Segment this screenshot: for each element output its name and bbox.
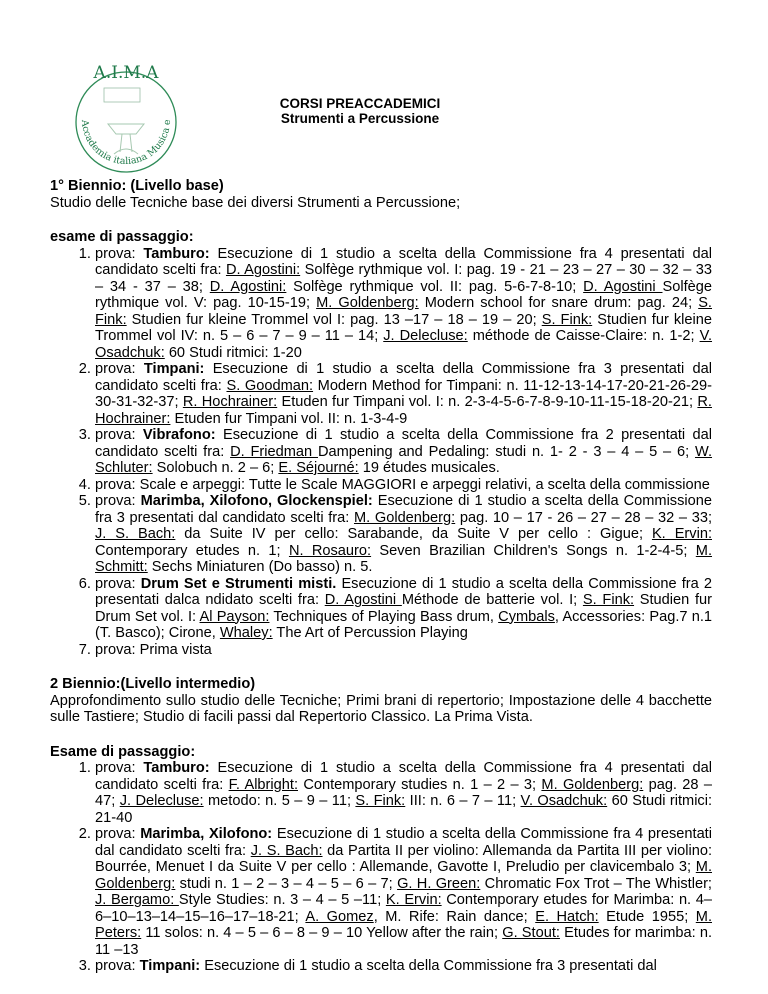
exam-item [95,642,712,659]
author-reference: K. Ervin: [651,526,712,542]
exam-item [95,760,712,826]
item-text: prova: [95,958,140,974]
author-reference: G. H. Green: [397,875,481,892]
item-text: , Accessories: Pag.7 n.1 (T. Basco); Cirone, [95,608,712,641]
item-text: Solfège rythmique vol. V: pag. 10-15-19; [95,278,712,311]
section-biennio-2 [50,676,712,975]
author-reference: K. Ervin: [385,892,442,908]
item-text: Etudes for marimba: n. 11 –13 [95,925,712,958]
instrument-name: Timpani: [143,361,205,377]
author-reference: S. Fink: [582,592,635,608]
exam-heading: esame di passaggio: [50,229,194,245]
instrument-name: Marimba, Xilofono: [140,826,273,842]
author-reference: J. S. Bach: [250,842,323,859]
exam-item [95,427,712,477]
item-text: metodo: n. 5 – 9 – 11; [203,793,356,809]
item-text: Etude 1955; [598,908,696,925]
author-reference: R. Hochrainer: [95,394,712,427]
item-text: pag. 28 – 47; [95,776,712,809]
item-text: Esecuzione di 1 studio a scelta della Commissione fra 4 presentati dal candidato scelti fra: [95,245,712,278]
item-text: Etuden fur Timpani vol. I: n. 2-3-4-5-6-7-8-9-10-11-15-18-20-21; [277,394,698,410]
item-text: Contemporary etudes for Marimba: n. 4–6–10–13–14–15–16–17–18-21; [95,892,712,925]
item-text: prova: [95,826,141,842]
author-reference: M. Peters: [95,908,712,941]
author-reference: D. Agostini: [225,262,301,278]
author-reference: M. Schmitt: [95,542,713,575]
item-text: prova: [95,427,143,443]
author-reference: M. Goldenberg: [541,776,644,793]
author-reference: E. Hatch: [535,908,599,925]
exam-item [95,493,712,576]
author-reference: S. Fink: [95,295,712,328]
author-reference: J. S. Bach: [95,526,176,542]
author-reference: N. Rosauro: [288,542,372,559]
item-text: Chromatic Fox Trot – The Whistler; [480,875,712,892]
item-text: 19 études musicales. [358,460,500,476]
exam-item [95,826,712,958]
item-text: Contemporary etudes n. 1; [95,542,289,559]
author-reference: Whaley: [219,625,273,641]
item-text: Méthode de batterie vol. I; [401,592,583,608]
item-text: prova: [95,361,144,377]
author-reference: W. Schluter: [95,443,713,476]
item-text: , M. Rife: Rain dance; [373,908,536,925]
section-intro: Studio delle Tecniche base dei diversi Strumenti a Percussione; [50,194,461,211]
exam-list [50,760,712,975]
item-text: da Suite IV per cello: Sarabande, da Suite V per cello : Gigue; [175,526,652,542]
author-reference: S. Goodman: [226,377,314,394]
author-reference: Al Payson: [199,608,270,625]
item-text: Esecuzione di 1 studio a scelta della Commissione fra 3 presentati dal candidato scelti fra: [95,361,712,394]
item-text: 11 solos: n. 4 – 5 – 6 – 8 – 9 – 10 Yellow after the rain; [141,925,503,941]
item-text: da Partita II per violino: Allemanda da Partita III per violino: Bourrée, Menuet I da Suite V per cello : Allemande, Gavotte I, Preludio per clavicembalo 3; [95,842,713,875]
item-text: The Art of Percussion Playing [272,625,468,641]
author-reference: D. Agostini [324,592,402,608]
item-text: Seven Brazilian Children's Songs n. 1-2-4-5; [371,542,696,559]
author-reference: M. Goldenberg: [95,859,712,892]
author-reference: J. Delecluse: [119,793,204,809]
item-text: Solfège rythmique vol. I: pag. 19 - 21 – 23 – 27 – 30 – 32 – 33 – 34 - 37 – 38; [95,262,712,295]
item-text: prova: [95,245,144,262]
item-text: Contemporary studies n. 1 – 2 – 3; [298,776,542,793]
exam-heading: Esame di passaggio: [50,743,196,760]
instrument-name: Marimba, Xilofono, Glockenspiel: [140,493,373,509]
item-text: 60 Studi ritmici: 21-40 [95,793,713,826]
item-text: III: n. 6 – 7 – 11; [405,793,521,809]
author-reference: D. Friedman [230,443,318,460]
item-text: Modern school for snare drum: pag. 24; [418,295,699,311]
item-text: Esecuzione di 1 studio a scelta della Commissione fra 3 presentati dal candidato scelti fra: [95,493,712,526]
item-text: Studien fur kleine Trommel vol IV: n. 5 – 6 – 7 – 9 – 11 – 14; [95,311,712,344]
item-text: studi n. 1 – 2 – 3 – 4 – 5 – 6 – 7; [175,875,398,892]
exam-item [95,477,712,494]
item-text: prova: [95,493,141,509]
instrument-name: Tamburo: [143,760,210,776]
author-reference: S. Fink: [541,311,593,328]
exam-item [95,361,712,427]
author-reference: A. Gomez [305,908,374,925]
item-text: prova: [95,575,141,592]
exam-list [50,246,712,659]
item-text: Studien fur Drum Set vol. I: [95,592,712,625]
exam-item [95,246,712,362]
item-text: Esecuzione di 1 studio a scelta della Commissione fra 4 presentati dal candidato scelti fra: [95,760,712,793]
author-reference: E. Séjourné: [278,460,359,476]
author-reference: M. Goldenberg: [353,509,456,526]
author-reference: D. Agostini [583,278,663,295]
item-text: Esecuzione di 1 studio a scelta della Commissione fra 4 presentati dal candidato scelti fra: [95,826,712,859]
item-text: Etuden fur Timpani vol. II: n. 1-3-4-9 [170,410,408,427]
item-text: Esecuzione di 1 studio a scelta della Commissione fra 2 presentati dalca ndidato scelti fra: [95,575,712,608]
author-reference: M. Goldenberg: [316,295,419,311]
exam-item [95,576,712,642]
section-biennio-1 [50,178,712,658]
item-text: prova: [95,760,144,776]
section-heading: 1° Biennio: (Livello base) [50,178,224,194]
title-sub: Strumenti a Percussione [280,111,440,126]
item-text: Studien fur kleine Trommel vol I: pag. 13 –17 – 18 – 19 – 20; [126,311,542,328]
document-title [0,96,768,126]
instrument-name: Tamburo: [143,245,210,262]
item-text: Sechs Miniaturen (Do basso) n. 5. [147,559,373,575]
item-text: méthode de Caisse-Claire: n. 1-2; [467,328,700,344]
instrument-name: Vibrafono: [142,427,216,443]
item-text: Esecuzione di 1 studio a scelta della Commissione fra 3 presentati dal [200,958,657,974]
author-reference: F. Albright: [228,776,298,793]
item-text: Techniques of Playing Bass drum, [269,608,499,625]
item-text: prova: Scale e arpeggi: Tutte le Scale MAGGIORI e arpeggi relativi, a scelta della commissione [95,476,710,493]
author-reference: J. Bergamo: [95,892,179,908]
exam-item [95,958,712,975]
item-text: Style Studies: n. 3 – 4 – 5 –11; [178,892,386,908]
section-heading: 2 Biennio:(Livello intermedio) [50,676,256,692]
item-text: prova: Prima vista [95,641,212,658]
author-reference: G. Stout: [502,925,560,941]
item-text: Esecuzione di 1 studio a scelta della Commissione fra 2 presentati dal candidato scelti fra: [95,427,712,460]
author-reference: S. Fink: [355,793,406,809]
item-text: 60 Studi ritmici: 1-20 [164,344,302,361]
author-reference: V. Osadchuk: [520,793,608,809]
instrument-name: Timpani: [139,958,201,974]
item-text: Solfège rythmique vol. II: pag. 5-6-7-8-10; [286,278,584,295]
author-reference: Cymbals [498,608,555,625]
svg-text:A.I.M.A: A.I.M.A [93,63,159,83]
section-intro: Approfondimento sullo studio delle Tecniche; Primi brani di repertorio; Impostazione delle 4 bacchette sulle Tastiere; Studio di facili passi dal Repertorio Classico. La Prima Vista. [50,692,712,725]
author-reference: V. Osadchuk: [95,328,713,361]
item-text: pag. 10 – 17 - 26 – 27 – 28 – 32 – 33; [455,509,712,526]
svg-text:Accademia italiana Musica e Ar: Accademia italiana Musica e [78,119,174,168]
author-reference: R. Hochrainer: [182,394,278,410]
title-main: CORSI PREACCADEMICI [279,96,441,111]
author-reference: D. Agostini: [209,278,287,295]
item-text: Dampening and Pedaling: studi n. 1- 2 - 3 – 4 – 5 – 6; [317,443,695,460]
instrument-name: Drum Set e Strumenti misti. [140,575,337,592]
author-reference: J. Delecluse: [383,328,468,344]
item-text: Modern Method for Timpani: n. 11-12-13-14-17-20-21-26-29-30-31-32-37; [95,377,713,410]
item-text: Solobuch n. 2 – 6; [152,460,279,476]
